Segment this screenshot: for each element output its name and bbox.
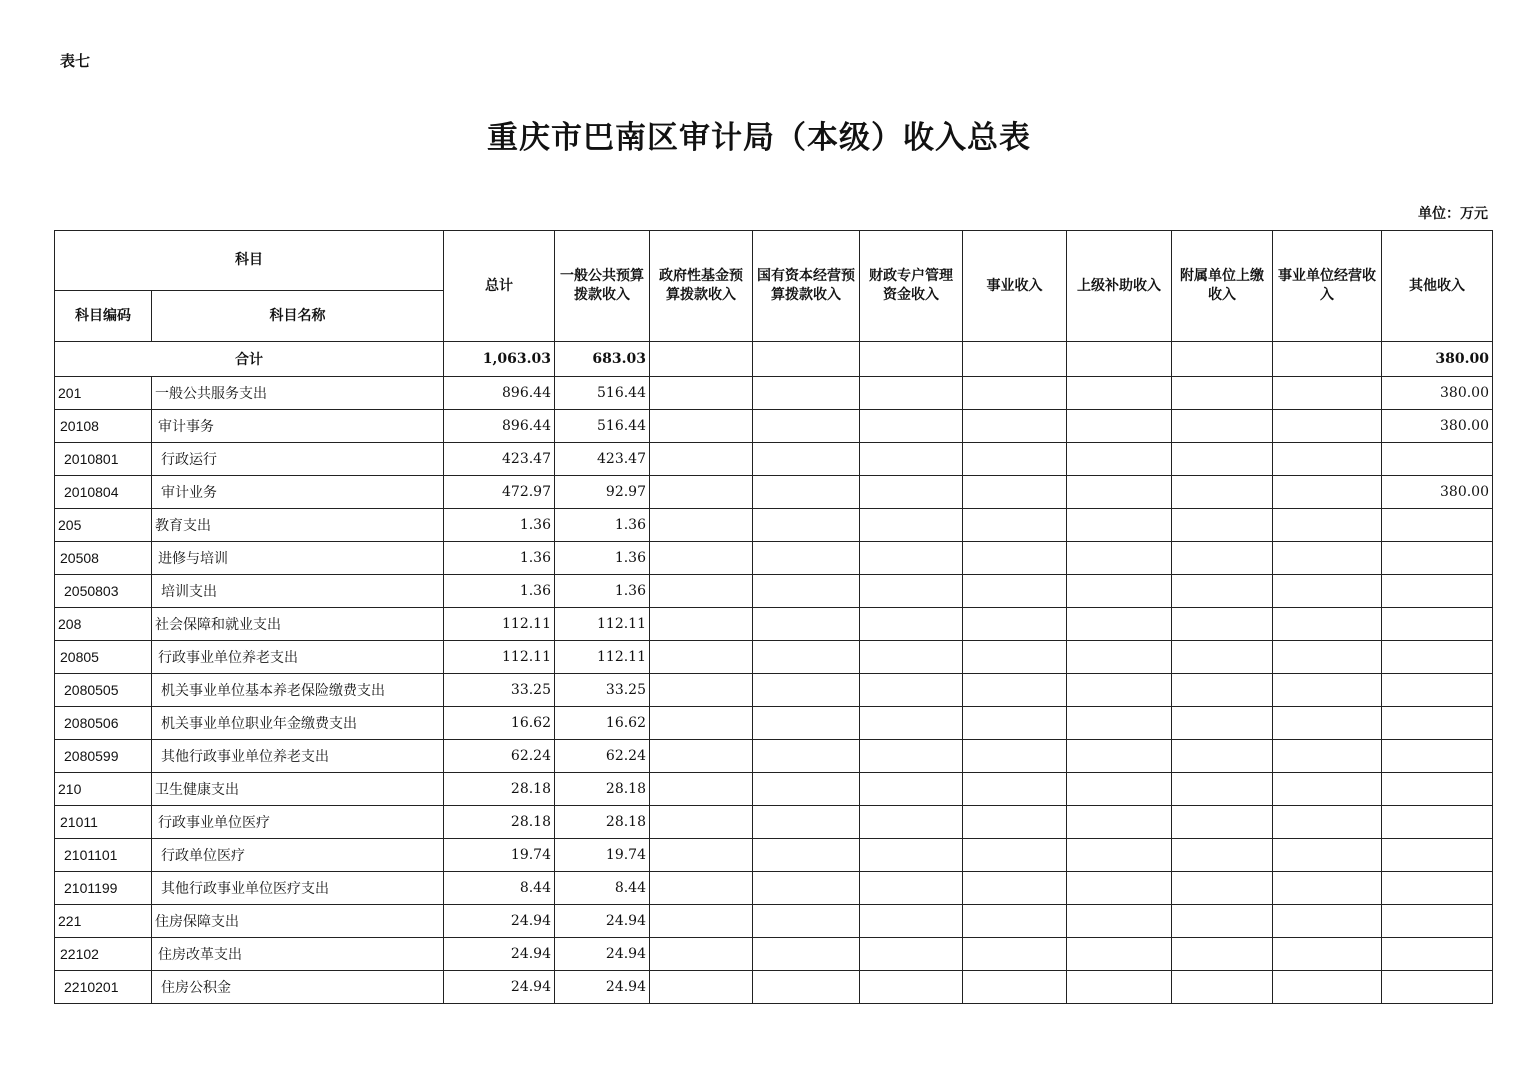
amount-cell: [860, 938, 963, 971]
amount-cell: 8.44: [444, 872, 555, 905]
header-subject-code: 科目编码: [55, 291, 152, 342]
amount-cell: [1273, 905, 1382, 938]
subject-code-cell: 221: [55, 905, 152, 938]
total-cell: [860, 342, 963, 377]
amount-cell: [650, 410, 753, 443]
subject-name-cell: 其他行政事业单位医疗支出: [152, 872, 444, 905]
amount-cell: [1172, 872, 1273, 905]
amount-cell: [1273, 476, 1382, 509]
amount-cell: [1172, 575, 1273, 608]
subject-name-cell: 培训支出: [152, 575, 444, 608]
amount-cell: 112.11: [444, 641, 555, 674]
amount-cell: [1067, 476, 1172, 509]
amount-cell: 92.97: [555, 476, 650, 509]
amount-cell: [1172, 443, 1273, 476]
amount-cell: 1.36: [555, 542, 650, 575]
amount-cell: 380.00: [1382, 410, 1493, 443]
table-row: [55, 938, 1493, 971]
subject-name-cell: 行政运行: [152, 443, 444, 476]
amount-cell: [650, 872, 753, 905]
table-row: [55, 377, 1493, 410]
amount-cell: [650, 641, 753, 674]
header-col-operating-income: 事业单位经营收入: [1273, 231, 1382, 342]
amount-cell: 28.18: [444, 806, 555, 839]
table-row: [55, 608, 1493, 641]
amount-cell: [650, 509, 753, 542]
subject-code-cell: 2080506: [55, 707, 152, 740]
total-cell: 683.03: [555, 342, 650, 377]
amount-cell: [963, 740, 1067, 773]
page-title: 重庆市巴南区审计局（本级）收入总表: [487, 120, 1031, 156]
table-header: [55, 231, 1493, 342]
amount-cell: [963, 905, 1067, 938]
amount-cell: [1067, 938, 1172, 971]
table-row: [55, 806, 1493, 839]
amount-cell: [650, 740, 753, 773]
total-cell: [963, 342, 1067, 377]
amount-cell: 1.36: [444, 575, 555, 608]
table-row: [55, 905, 1493, 938]
amount-cell: [1067, 674, 1172, 707]
amount-cell: [1273, 740, 1382, 773]
subject-name-cell: 一般公共服务支出: [152, 377, 444, 410]
subject-name-cell: 行政单位医疗: [152, 839, 444, 872]
amount-cell: 24.94: [555, 971, 650, 1004]
amount-cell: [860, 476, 963, 509]
amount-cell: [860, 410, 963, 443]
amount-cell: [963, 575, 1067, 608]
amount-cell: [1273, 707, 1382, 740]
amount-cell: [860, 839, 963, 872]
amount-cell: 1.36: [555, 575, 650, 608]
amount-cell: [650, 938, 753, 971]
total-cell: 1,063.03: [444, 342, 555, 377]
subject-code-cell: 2050803: [55, 575, 152, 608]
amount-cell: [1273, 674, 1382, 707]
amount-cell: 516.44: [555, 410, 650, 443]
amount-cell: [1382, 542, 1493, 575]
total-cell: [1273, 342, 1382, 377]
subject-code-cell: 2010804: [55, 476, 152, 509]
amount-cell: [1067, 575, 1172, 608]
amount-cell: [1172, 641, 1273, 674]
table-row: [55, 674, 1493, 707]
amount-cell: [753, 476, 860, 509]
amount-cell: [860, 608, 963, 641]
amount-cell: 28.18: [555, 773, 650, 806]
amount-cell: 423.47: [444, 443, 555, 476]
header-subject-name: 科目名称: [152, 291, 444, 342]
amount-cell: [860, 575, 963, 608]
table-row: [55, 410, 1493, 443]
amount-cell: [1067, 608, 1172, 641]
subject-name-cell: 住房改革支出: [152, 938, 444, 971]
amount-cell: [1382, 872, 1493, 905]
amount-cell: [1067, 839, 1172, 872]
amount-cell: [650, 707, 753, 740]
amount-cell: [1067, 443, 1172, 476]
amount-cell: [1067, 377, 1172, 410]
header-col-business-income: 事业收入: [963, 231, 1067, 342]
subject-name-cell: 住房公积金: [152, 971, 444, 1004]
amount-cell: 1.36: [555, 509, 650, 542]
amount-cell: [1172, 905, 1273, 938]
table-row: [55, 443, 1493, 476]
amount-cell: 516.44: [555, 377, 650, 410]
amount-cell: [1273, 410, 1382, 443]
amount-cell: [1382, 443, 1493, 476]
total-cell: 380.00: [1382, 342, 1493, 377]
subject-code-cell: 21011: [55, 806, 152, 839]
amount-cell: [1172, 674, 1273, 707]
header-col-superior-subsidy: 上级补助收入: [1067, 231, 1172, 342]
amount-cell: [650, 905, 753, 938]
total-cell: [1067, 342, 1172, 377]
amount-cell: 112.11: [555, 641, 650, 674]
amount-cell: [753, 773, 860, 806]
total-cell: [753, 342, 860, 377]
amount-cell: [1273, 971, 1382, 1004]
amount-cell: [650, 575, 753, 608]
subject-name-cell: 行政事业单位医疗: [152, 806, 444, 839]
amount-cell: [1172, 773, 1273, 806]
header-col-affiliate-remit: 附属单位上缴收入: [1172, 231, 1273, 342]
amount-cell: [753, 542, 860, 575]
subject-name-cell: 机关事业单位基本养老保险缴费支出: [152, 674, 444, 707]
amount-cell: [963, 971, 1067, 1004]
subject-name-cell: 机关事业单位职业年金缴费支出: [152, 707, 444, 740]
subject-name-cell: 卫生健康支出: [152, 773, 444, 806]
amount-cell: [753, 509, 860, 542]
amount-cell: [1273, 872, 1382, 905]
amount-cell: [1172, 509, 1273, 542]
amount-cell: [1382, 707, 1493, 740]
table-body: [55, 342, 1493, 1004]
table-row: [55, 575, 1493, 608]
amount-cell: 24.94: [444, 905, 555, 938]
amount-cell: [1382, 806, 1493, 839]
amount-cell: [860, 641, 963, 674]
amount-cell: [963, 806, 1067, 839]
amount-cell: [753, 839, 860, 872]
amount-cell: 24.94: [444, 938, 555, 971]
subject-code-cell: 2101101: [55, 839, 152, 872]
amount-cell: [1382, 740, 1493, 773]
amount-cell: [1382, 905, 1493, 938]
amount-cell: [1273, 806, 1382, 839]
amount-cell: [650, 806, 753, 839]
amount-cell: [1067, 641, 1172, 674]
amount-cell: [1067, 905, 1172, 938]
subject-code-cell: 2210201: [55, 971, 152, 1004]
amount-cell: [1172, 839, 1273, 872]
amount-cell: [1172, 971, 1273, 1004]
amount-cell: 19.74: [444, 839, 555, 872]
amount-cell: [650, 839, 753, 872]
amount-cell: [1067, 971, 1172, 1004]
amount-cell: [753, 938, 860, 971]
amount-cell: [1273, 641, 1382, 674]
amount-cell: [1172, 410, 1273, 443]
amount-cell: [1067, 806, 1172, 839]
amount-cell: [1067, 542, 1172, 575]
total-cell: [650, 342, 753, 377]
table-row: [55, 773, 1493, 806]
amount-cell: [753, 575, 860, 608]
amount-cell: 112.11: [555, 608, 650, 641]
subject-name-cell: 进修与培训: [152, 542, 444, 575]
subject-code-cell: 205: [55, 509, 152, 542]
amount-cell: 19.74: [555, 839, 650, 872]
amount-cell: 8.44: [555, 872, 650, 905]
header-col-total: 总计: [444, 231, 555, 342]
amount-cell: 380.00: [1382, 476, 1493, 509]
amount-cell: [753, 674, 860, 707]
amount-cell: [1382, 938, 1493, 971]
amount-cell: [1172, 377, 1273, 410]
amount-cell: [753, 377, 860, 410]
amount-cell: [963, 443, 1067, 476]
amount-cell: 896.44: [444, 377, 555, 410]
amount-cell: [963, 476, 1067, 509]
amount-cell: [963, 872, 1067, 905]
amount-cell: [963, 938, 1067, 971]
amount-cell: [963, 608, 1067, 641]
amount-cell: [1273, 443, 1382, 476]
subject-code-cell: 201: [55, 377, 152, 410]
subject-name-cell: 住房保障支出: [152, 905, 444, 938]
amount-cell: [1273, 542, 1382, 575]
amount-cell: [963, 377, 1067, 410]
amount-cell: [753, 443, 860, 476]
amount-cell: [1273, 773, 1382, 806]
header-col-general-budget: 一般公共预算拨款收入: [555, 231, 650, 342]
table-row: [55, 740, 1493, 773]
amount-cell: [650, 476, 753, 509]
subject-code-cell: 2101199: [55, 872, 152, 905]
amount-cell: [860, 740, 963, 773]
amount-cell: 33.25: [555, 674, 650, 707]
amount-cell: 1.36: [444, 509, 555, 542]
amount-cell: [860, 443, 963, 476]
amount-cell: [1273, 938, 1382, 971]
total-cell: [1172, 342, 1273, 377]
amount-cell: [1172, 740, 1273, 773]
amount-cell: [753, 971, 860, 1004]
amount-cell: [860, 509, 963, 542]
amount-cell: [1172, 608, 1273, 641]
amount-cell: [1067, 773, 1172, 806]
amount-cell: [650, 443, 753, 476]
amount-cell: [963, 674, 1067, 707]
amount-cell: [1382, 839, 1493, 872]
header-col-gov-fund: 政府性基金预算拨款收入: [650, 231, 753, 342]
amount-cell: 1.36: [444, 542, 555, 575]
subject-code-cell: 20805: [55, 641, 152, 674]
amount-cell: [1172, 707, 1273, 740]
amount-cell: 28.18: [555, 806, 650, 839]
amount-cell: [860, 806, 963, 839]
amount-cell: [860, 707, 963, 740]
amount-cell: 24.94: [555, 938, 650, 971]
table-row: [55, 839, 1493, 872]
header-col-state-capital: 国有资本经营预算拨款收入: [753, 231, 860, 342]
amount-cell: [1067, 872, 1172, 905]
amount-cell: [1067, 509, 1172, 542]
amount-cell: [650, 674, 753, 707]
header-subject-group: 科目: [55, 231, 444, 291]
amount-cell: [860, 542, 963, 575]
amount-cell: [860, 377, 963, 410]
amount-cell: [963, 839, 1067, 872]
amount-cell: [650, 773, 753, 806]
amount-cell: 380.00: [1382, 377, 1493, 410]
unit-label: 单位：万元: [1418, 206, 1488, 222]
amount-cell: 472.97: [444, 476, 555, 509]
amount-cell: [963, 509, 1067, 542]
table-row: [55, 509, 1493, 542]
amount-cell: [1382, 509, 1493, 542]
amount-cell: [963, 641, 1067, 674]
table-row: [55, 872, 1493, 905]
amount-cell: [753, 806, 860, 839]
subject-code-cell: 2080505: [55, 674, 152, 707]
amount-cell: 896.44: [444, 410, 555, 443]
subject-code-cell: 20508: [55, 542, 152, 575]
subject-code-cell: 2010801: [55, 443, 152, 476]
amount-cell: [1382, 575, 1493, 608]
subject-name-cell: 其他行政事业单位养老支出: [152, 740, 444, 773]
subject-code-cell: 2080599: [55, 740, 152, 773]
subject-code-cell: 210: [55, 773, 152, 806]
amount-cell: 24.94: [444, 971, 555, 1004]
amount-cell: [860, 971, 963, 1004]
subject-code-cell: 208: [55, 608, 152, 641]
amount-cell: [1172, 542, 1273, 575]
amount-cell: 62.24: [444, 740, 555, 773]
amount-cell: [650, 971, 753, 1004]
amount-cell: [860, 773, 963, 806]
subject-name-cell: 审计业务: [152, 476, 444, 509]
amount-cell: 28.18: [444, 773, 555, 806]
amount-cell: [963, 542, 1067, 575]
amount-cell: 24.94: [555, 905, 650, 938]
amount-cell: [753, 905, 860, 938]
amount-cell: 112.11: [444, 608, 555, 641]
amount-cell: [860, 674, 963, 707]
amount-cell: 33.25: [444, 674, 555, 707]
subject-code-cell: 20108: [55, 410, 152, 443]
amount-cell: [753, 872, 860, 905]
table-row: [55, 641, 1493, 674]
amount-cell: 423.47: [555, 443, 650, 476]
subject-name-cell: 教育支出: [152, 509, 444, 542]
amount-cell: [860, 872, 963, 905]
table-row: [55, 476, 1493, 509]
amount-cell: [753, 608, 860, 641]
amount-cell: [650, 608, 753, 641]
amount-cell: [1273, 608, 1382, 641]
table-number-label: 表七: [60, 52, 91, 70]
amount-cell: [1382, 971, 1493, 1004]
amount-cell: [1172, 806, 1273, 839]
table-row: [55, 542, 1493, 575]
amount-cell: [963, 410, 1067, 443]
amount-cell: [1172, 476, 1273, 509]
amount-cell: [650, 377, 753, 410]
amount-cell: 62.24: [555, 740, 650, 773]
table-row: [55, 707, 1493, 740]
amount-cell: [650, 542, 753, 575]
amount-cell: [753, 740, 860, 773]
amount-cell: [1067, 740, 1172, 773]
amount-cell: [1382, 674, 1493, 707]
subject-name-cell: 行政事业单位养老支出: [152, 641, 444, 674]
amount-cell: [753, 410, 860, 443]
total-label: 合计: [55, 342, 444, 377]
amount-cell: [1067, 707, 1172, 740]
amount-cell: [753, 641, 860, 674]
header-col-special-account: 财政专户管理资金收入: [860, 231, 963, 342]
amount-cell: 16.62: [555, 707, 650, 740]
amount-cell: [1273, 509, 1382, 542]
amount-cell: [963, 707, 1067, 740]
subject-code-cell: 22102: [55, 938, 152, 971]
amount-cell: [860, 905, 963, 938]
amount-cell: [1172, 938, 1273, 971]
subject-name-cell: 社会保障和就业支出: [152, 608, 444, 641]
amount-cell: [753, 707, 860, 740]
amount-cell: 16.62: [444, 707, 555, 740]
income-summary-table: [54, 230, 1493, 1004]
amount-cell: [1273, 377, 1382, 410]
amount-cell: [1382, 641, 1493, 674]
amount-cell: [1382, 773, 1493, 806]
total-row: [55, 342, 1493, 377]
amount-cell: [1067, 410, 1172, 443]
amount-cell: [1273, 575, 1382, 608]
amount-cell: [1382, 608, 1493, 641]
subject-name-cell: 审计事务: [152, 410, 444, 443]
amount-cell: [963, 773, 1067, 806]
amount-cell: [1273, 839, 1382, 872]
table-row: [55, 971, 1493, 1004]
header-col-other-income: 其他收入: [1382, 231, 1493, 342]
